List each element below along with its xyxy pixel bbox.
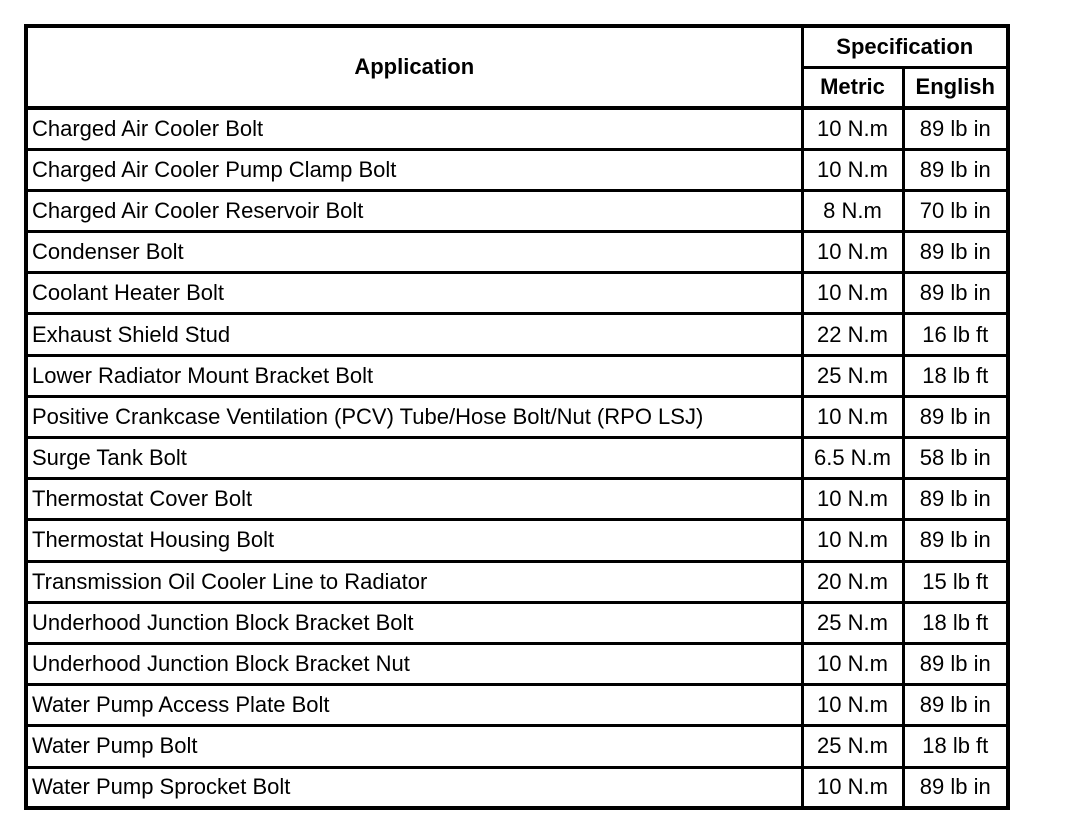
metric-torque-cell: 10 N.m <box>802 685 903 726</box>
application-cell: Charged Air Cooler Bolt <box>26 108 802 149</box>
application-cell: Thermostat Housing Bolt <box>26 520 802 561</box>
metric-torque-cell: 10 N.m <box>802 643 903 684</box>
application-cell: Charged Air Cooler Pump Clamp Bolt <box>26 149 802 190</box>
metric-torque-cell: 10 N.m <box>802 273 903 314</box>
table-row <box>26 685 1008 726</box>
metric-torque-cell: 6.5 N.m <box>802 438 903 479</box>
application-cell: Thermostat Cover Bolt <box>26 479 802 520</box>
english-torque-cell: 89 lb in <box>903 767 1008 808</box>
application-cell: Water Pump Access Plate Bolt <box>26 685 802 726</box>
table-row <box>26 643 1008 684</box>
metric-torque-cell: 10 N.m <box>802 479 903 520</box>
english-torque-cell: 89 lb in <box>903 520 1008 561</box>
table-row <box>26 479 1008 520</box>
english-torque-cell: 18 lb ft <box>903 602 1008 643</box>
application-cell: Charged Air Cooler Reservoir Bolt <box>26 190 802 231</box>
application-cell: Coolant Heater Bolt <box>26 273 802 314</box>
metric-torque-cell: 10 N.m <box>802 396 903 437</box>
header-row-top <box>26 26 1008 67</box>
application-cell: Underhood Junction Block Bracket Nut <box>26 643 802 684</box>
metric-torque-cell: 25 N.m <box>802 726 903 767</box>
english-torque-cell: 89 lb in <box>903 273 1008 314</box>
application-cell: Condenser Bolt <box>26 232 802 273</box>
application-cell: Positive Crankcase Ventilation (PCV) Tube/Hose Bolt/Nut (RPO LSJ) <box>26 396 802 437</box>
english-torque-cell: 89 lb in <box>903 479 1008 520</box>
english-torque-cell: 15 lb ft <box>903 561 1008 602</box>
metric-torque-cell: 8 N.m <box>802 190 903 231</box>
application-cell: Lower Radiator Mount Bracket Bolt <box>26 355 802 396</box>
english-torque-cell: 89 lb in <box>903 232 1008 273</box>
table-row <box>26 561 1008 602</box>
table-row <box>26 767 1008 808</box>
metric-torque-cell: 20 N.m <box>802 561 903 602</box>
table-row <box>26 190 1008 231</box>
application-cell: Transmission Oil Cooler Line to Radiator <box>26 561 802 602</box>
metric-torque-cell: 10 N.m <box>802 149 903 190</box>
english-torque-cell: 16 lb ft <box>903 314 1008 355</box>
table-row <box>26 355 1008 396</box>
english-torque-cell: 18 lb ft <box>903 726 1008 767</box>
table-row <box>26 520 1008 561</box>
english-torque-cell: 89 lb in <box>903 149 1008 190</box>
fastener-spec-table <box>24 24 1010 810</box>
table-row <box>26 273 1008 314</box>
table-header <box>26 26 1008 108</box>
column-header-metric: Metric <box>802 67 903 108</box>
table-row <box>26 232 1008 273</box>
column-header-application: Application <box>26 26 802 108</box>
table-row <box>26 396 1008 437</box>
column-header-specification: Specification <box>802 26 1008 67</box>
english-torque-cell: 89 lb in <box>903 643 1008 684</box>
metric-torque-cell: 10 N.m <box>802 108 903 149</box>
english-torque-cell: 58 lb in <box>903 438 1008 479</box>
table-body <box>26 108 1008 808</box>
table-row <box>26 108 1008 149</box>
application-cell: Surge Tank Bolt <box>26 438 802 479</box>
english-torque-cell: 89 lb in <box>903 396 1008 437</box>
metric-torque-cell: 10 N.m <box>802 767 903 808</box>
table-row <box>26 149 1008 190</box>
english-torque-cell: 89 lb in <box>903 108 1008 149</box>
metric-torque-cell: 25 N.m <box>802 355 903 396</box>
application-cell: Exhaust Shield Stud <box>26 314 802 355</box>
metric-torque-cell: 25 N.m <box>802 602 903 643</box>
english-torque-cell: 70 lb in <box>903 190 1008 231</box>
english-torque-cell: 18 lb ft <box>903 355 1008 396</box>
column-header-english: English <box>903 67 1008 108</box>
application-cell: Water Pump Bolt <box>26 726 802 767</box>
table-row <box>26 726 1008 767</box>
metric-torque-cell: 22 N.m <box>802 314 903 355</box>
application-cell: Underhood Junction Block Bracket Bolt <box>26 602 802 643</box>
metric-torque-cell: 10 N.m <box>802 232 903 273</box>
table-row <box>26 602 1008 643</box>
metric-torque-cell: 10 N.m <box>802 520 903 561</box>
table-row <box>26 438 1008 479</box>
application-cell: Water Pump Sprocket Bolt <box>26 767 802 808</box>
english-torque-cell: 89 lb in <box>903 685 1008 726</box>
table-row <box>26 314 1008 355</box>
